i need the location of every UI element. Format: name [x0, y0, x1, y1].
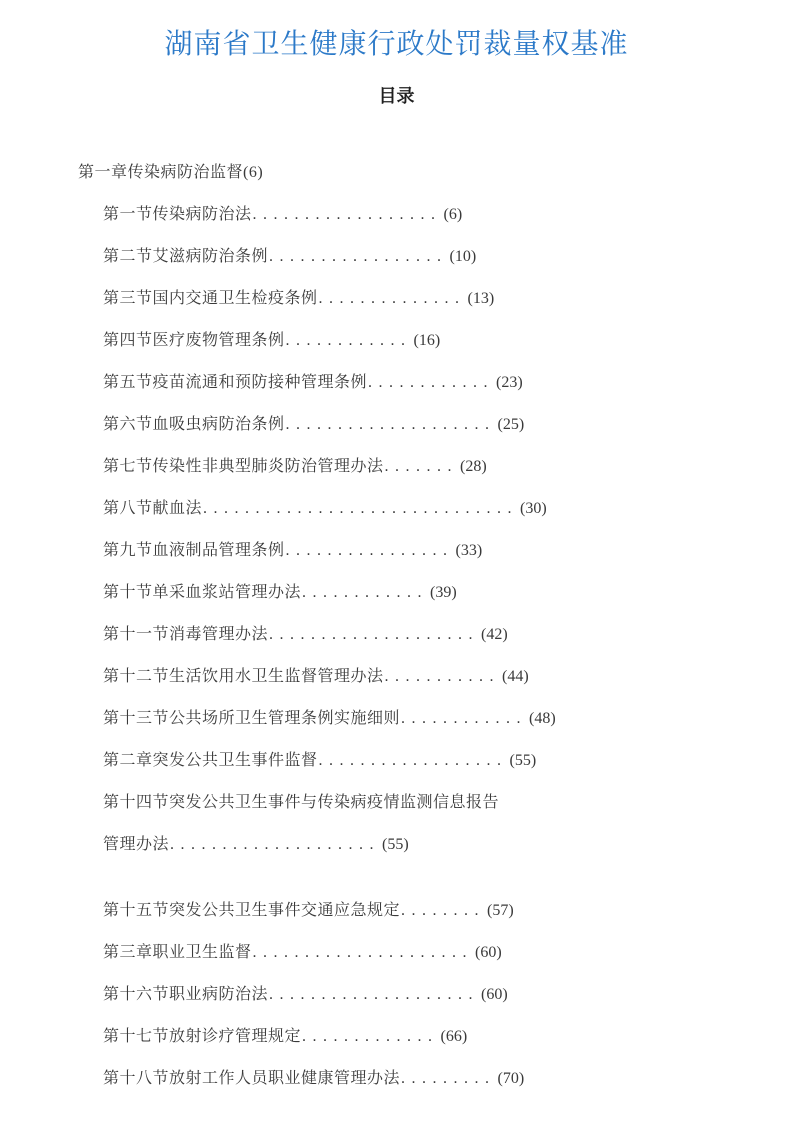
toc-entry-page-number: (57)	[487, 902, 514, 919]
toc-entry	[0, 572, 793, 614]
toc-entry-dot-leader: ................	[285, 542, 454, 559]
toc-entry-dot-leader: .........	[401, 1070, 496, 1087]
toc-entry	[0, 530, 793, 572]
toc-list	[0, 152, 793, 1100]
toc-entry-page-number: (23)	[496, 374, 523, 391]
toc-entry-label: 第五节疫苗流通和预防接种管理条例	[103, 374, 368, 391]
toc-heading: 目录	[378, 86, 415, 106]
toc-entry-page-number: (48)	[529, 710, 556, 727]
toc-entry-label: 第十节单采血浆站管理办法	[103, 584, 302, 601]
toc-entry-dot-leader: ..............................	[203, 500, 519, 517]
toc-entry-dot-leader: ....................	[285, 416, 496, 433]
toc-entry-label: 第十四节突发公共卫生事件与传染病疫情监测信息报告	[103, 794, 500, 811]
toc-entry-label: 第九节血液制品管理条例	[103, 542, 285, 559]
toc-entry-label: 第六节血吸虫病防治条例	[103, 416, 285, 433]
document-title: 湖南省卫生健康行政处罚裁量权基准	[164, 29, 629, 60]
toc-entry-page-number: (33)	[455, 542, 483, 559]
toc-entry-dot-leader: .....................	[252, 944, 474, 961]
toc-entry	[0, 932, 793, 974]
toc-entry	[0, 1016, 793, 1058]
toc-entry-page-number: (39)	[430, 584, 457, 601]
toc-entry-label: 第四节医疗废物管理条例	[103, 332, 285, 349]
toc-entry	[0, 488, 793, 530]
toc-entry-label: 第七节传染性非典型肺炎防治管理办法	[103, 458, 384, 475]
toc-entry	[0, 446, 793, 488]
toc-entry-page-number: (60)	[481, 986, 508, 1003]
toc-entry-page-number: (16)	[413, 332, 441, 349]
toc-entry-dot-leader: ........	[401, 902, 486, 919]
toc-entry-label: 第三章职业卫生监督	[103, 944, 252, 961]
toc-entry-dot-leader: ....................	[269, 986, 480, 1003]
toc-entry	[0, 656, 793, 698]
toc-entry-page-number: (30)	[520, 500, 547, 517]
toc-entry-dot-leader: .......	[384, 458, 459, 475]
toc-entry-page-number: (55)	[509, 752, 537, 769]
toc-entry	[0, 740, 793, 782]
toc-entry-dot-leader: .................	[269, 248, 448, 265]
toc-entry	[0, 1058, 793, 1100]
toc-entry-dot-leader: ...........	[384, 668, 501, 685]
toc-entry-page-number: (66)	[440, 1028, 468, 1045]
toc-entry-page-number: (13)	[467, 290, 495, 307]
toc-entry-label: 第十六节职业病防治法	[103, 986, 269, 1003]
toc-entry	[0, 974, 793, 1016]
toc-entry-dot-leader: ....................	[269, 626, 480, 643]
toc-entry	[0, 824, 793, 866]
toc-entry-dot-leader: ..............	[318, 290, 466, 307]
toc-entry	[0, 278, 793, 320]
toc-entry-dot-leader: ............	[368, 374, 495, 391]
toc-entry-page-number: (42)	[481, 626, 508, 643]
toc-entry-dot-leader: ............	[401, 710, 528, 727]
toc-entry-dot-leader: ..................	[252, 206, 442, 223]
toc-entry	[0, 152, 793, 194]
toc-entry-page-number: (60)	[475, 944, 502, 961]
toc-entry-label: 第二章突发公共卫生事件监督	[103, 752, 318, 769]
toc-entry-label: 第十三节公共场所卫生管理条例实施细则	[103, 710, 401, 727]
toc-entry-dot-leader: ..................	[318, 752, 508, 769]
toc-entry-label: 第十八节放射工作人员职业健康管理办法	[103, 1070, 401, 1087]
toc-entry-label: 第一节传染病防治法	[103, 206, 252, 223]
toc-entry-label: 第十二节生活饮用水卫生监督管理办法	[103, 668, 384, 685]
toc-entry	[0, 890, 793, 932]
toc-entry-label: 第三节国内交通卫生检疫条例	[103, 290, 318, 307]
toc-entry-dot-leader: .............	[302, 1028, 439, 1045]
toc-entry-label: 第一章传染病防治监督(6)	[78, 164, 264, 181]
toc-entry	[0, 362, 793, 404]
toc-entry-page-number: (10)	[449, 248, 477, 265]
toc-entry-page-number: (6)	[443, 206, 463, 223]
toc-entry	[0, 698, 793, 740]
toc-entry-page-number: (70)	[497, 1070, 525, 1087]
toc-entry-label: 第十七节放射诊疗管理规定	[103, 1028, 302, 1045]
toc-entry-page-number: (44)	[502, 668, 529, 685]
toc-entry	[0, 404, 793, 446]
toc-entry-label: 第十五节突发公共卫生事件交通应急规定	[103, 902, 401, 919]
toc-entry	[0, 194, 793, 236]
toc-entry-page-number: (25)	[497, 416, 525, 433]
toc-entry	[0, 236, 793, 278]
toc-entry-dot-leader: ............	[302, 584, 429, 601]
toc-entry	[0, 614, 793, 656]
toc-entry-label: 管理办法	[103, 836, 170, 853]
toc-entry-dot-leader: ............	[285, 332, 412, 349]
toc-entry-label: 第八节献血法	[103, 500, 203, 517]
toc-entry-label: 第十一节消毒管理办法	[103, 626, 269, 643]
toc-entry-dot-leader: ....................	[170, 836, 381, 853]
toc-entry-label: 第二节艾滋病防治条例	[103, 248, 269, 265]
toc-entry	[0, 320, 793, 362]
toc-entry-page-number: (55)	[382, 836, 409, 853]
toc-entry-page-number: (28)	[460, 458, 487, 475]
toc-entry	[0, 782, 793, 824]
